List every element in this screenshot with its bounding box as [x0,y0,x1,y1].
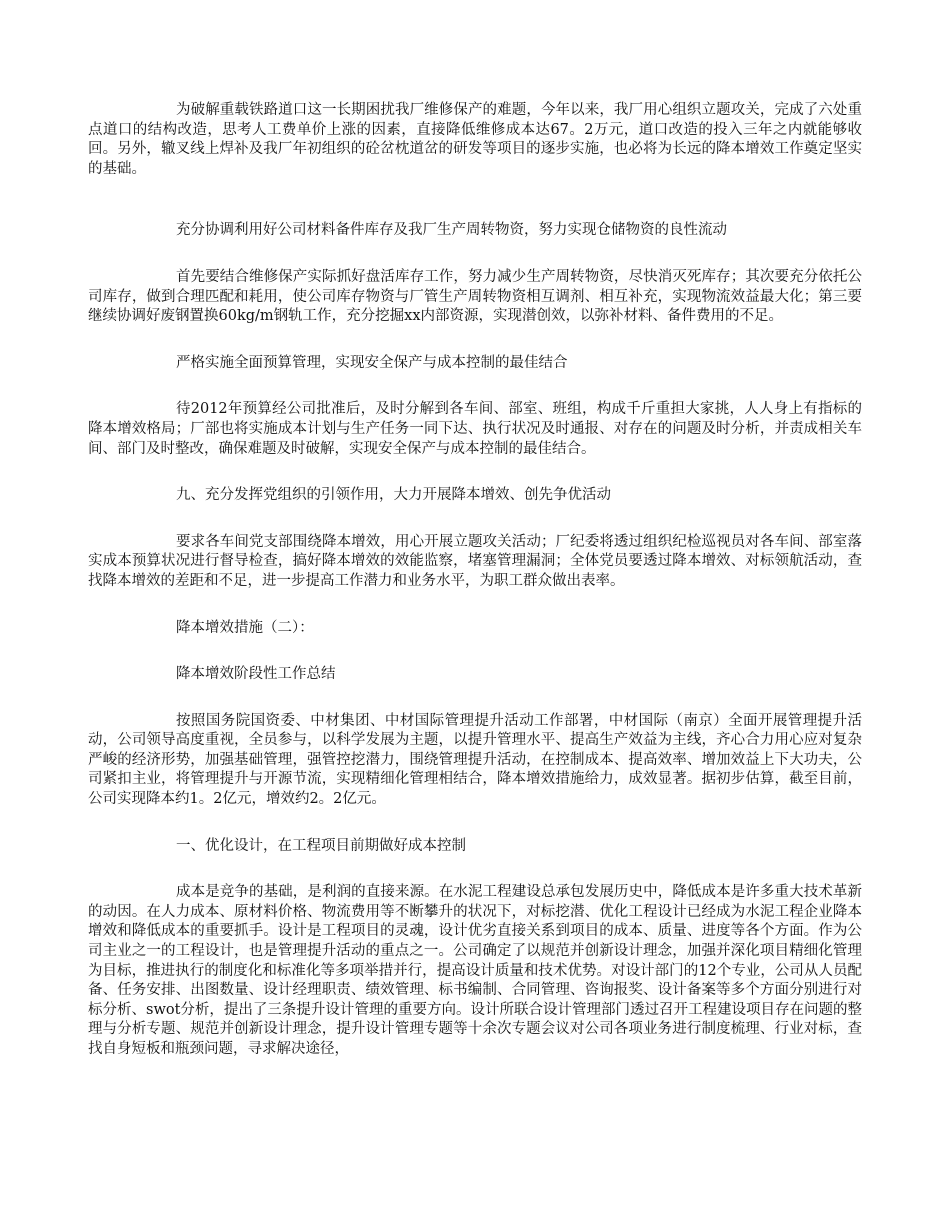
heading-party-leadership: 九、充分发挥党组织的引领作用，大力开展降本增效、创先争优活动 [176,487,611,504]
heading-stage-summary: 降本增效阶段性工作总结 [176,666,336,683]
heading-optimize-design: 一、优化设计，在工程项目前期做好成本控制 [176,837,466,854]
document-page [88,101,862,1060]
heading-measures-part-two: 降本增效措施（二）： [176,619,314,636]
paragraph-cost-competition: 成本是竞争的基础，是利润的直接来源。在水泥工程建设总承包发展历史中，降低成本是许多重大技术革新的动因。在人力成本、原材料价格、物流费用等不断攀升的状况下，对标挖潜、优化工程设计已经成为水泥工程企业降本增效和降低成本的重要抓手。设计是工程项目的灵魂，设计优劣直接关系到项目的成本、质量、进度等各个方面。作为公司主业之一的工程设计，也是管理提升活动的重点之一。公司确定了以规范并创新设计理念，加强并深化项目精细化管理为目标，推进执行的制度化和标准化等多项举措并行，提高设计质量和技术优势。对设计部门的12个专业，公司从人员配备、任务安排、出图数量、设计经理职责、绩效管理、标书编制、合同管理、咨询报奖、设计备案等多个方面分别进行对标分析、swot分析，提出了三条提升设计管理的重要方向。设计所联合设计管理部门透过召开工程建设项目存在问题的整理与分析专题、规范并创新设计理念，提升设计管理专题等十余次专题会议对公司各项业务进行制度梳理、行业对标，查找自身短板和瓶颈问题，寻求解决途径， [88,884,862,1057]
paragraph-crossing-renovation: 为破解重载铁路道口这一长期困扰我厂维修保产的难题，今年以来，我厂用心组织立题攻关，完成了六处重点道口的结构改造，思考人工费单价上涨的因素，直接降低维修成本达67。2万元，道口改造的投入三年之内就能够收回。另外，辙叉线上焊补及我厂年初组织的砼岔枕道岔的研发等项目的逐步实施，也必将为长远的降本增效工作奠定坚实的基础。 [88,102,862,177]
heading-budget-management: 严格实施全面预算管理，实现安全保产与成本控制的最佳结合 [176,354,568,371]
paragraph-party-branches: 要求各车间党支部围绕降本增效，用心开展立题攻关活动；厂纪委将透过组织纪检巡视员对各车间、部室落实成本预算状况进行督导检查，搞好降本增效的效能监察，堵塞管理漏洞；全体党员要透过降本增效、对标领航活动，查找降本增效的差距和不足，进一步提高工作潜力和业务水平，为职工群众做出表率。 [88,533,862,589]
paragraph-management-upgrade: 按照国务院国资委、中材集团、中材国际管理提升活动工作部署，中材国际（南京）全面开展管理提升活动，公司领导高度重视，全员参与，以科学发展为主题，以提升管理水平、提高生产效益为主线，齐心合力用心应对复杂严峻的经济形势，加强基础管理，强管控挖潜力，围绕管理提升活动，在控制成本、提高效率、增加效益上下大功夫，公司紧扣主业，将管理提升与开源节流，实现精细化管理相结合，降本增效措施给力，成效显著。据初步估算，截至目前，公司实现降本约1。2亿元，增效约2。2亿元。 [88,712,862,808]
heading-inventory-coordination: 充分协调利用好公司材料备件库存及我厂生产周转物资，努力实现仓储物资的良性流动 [176,222,727,239]
paragraph-budget-2012: 待2012年预算经公司批准后，及时分解到各车间、部室、班组，构成千斤重担大家挑，人人身上有指标的降本增效格局；厂部也将实施成本计划与生产任务一同下达、执行状况及时通报、对存在的问题及时分析，并责成相关车间、部门及时整改，确保难题及时破解，实现安全保产与成本控制的最佳结合。 [88,401,862,457]
paragraph-inventory-measures: 首先要结合维修保产实际抓好盘活库存工作，努力减少生产周转物资，尽快消灭死库存；其次要充分依托公司库存，做到合理匹配和耗用，使公司库存物资与厂管生产周转物资相互调剂、相互补充，实现物流效益最大化；第三要继续协调好废钢置换60kg/m钢轨工作，充分挖掘xx内部资源，实现潜创效，以弥补材料、备件费用的不足。 [88,268,862,325]
